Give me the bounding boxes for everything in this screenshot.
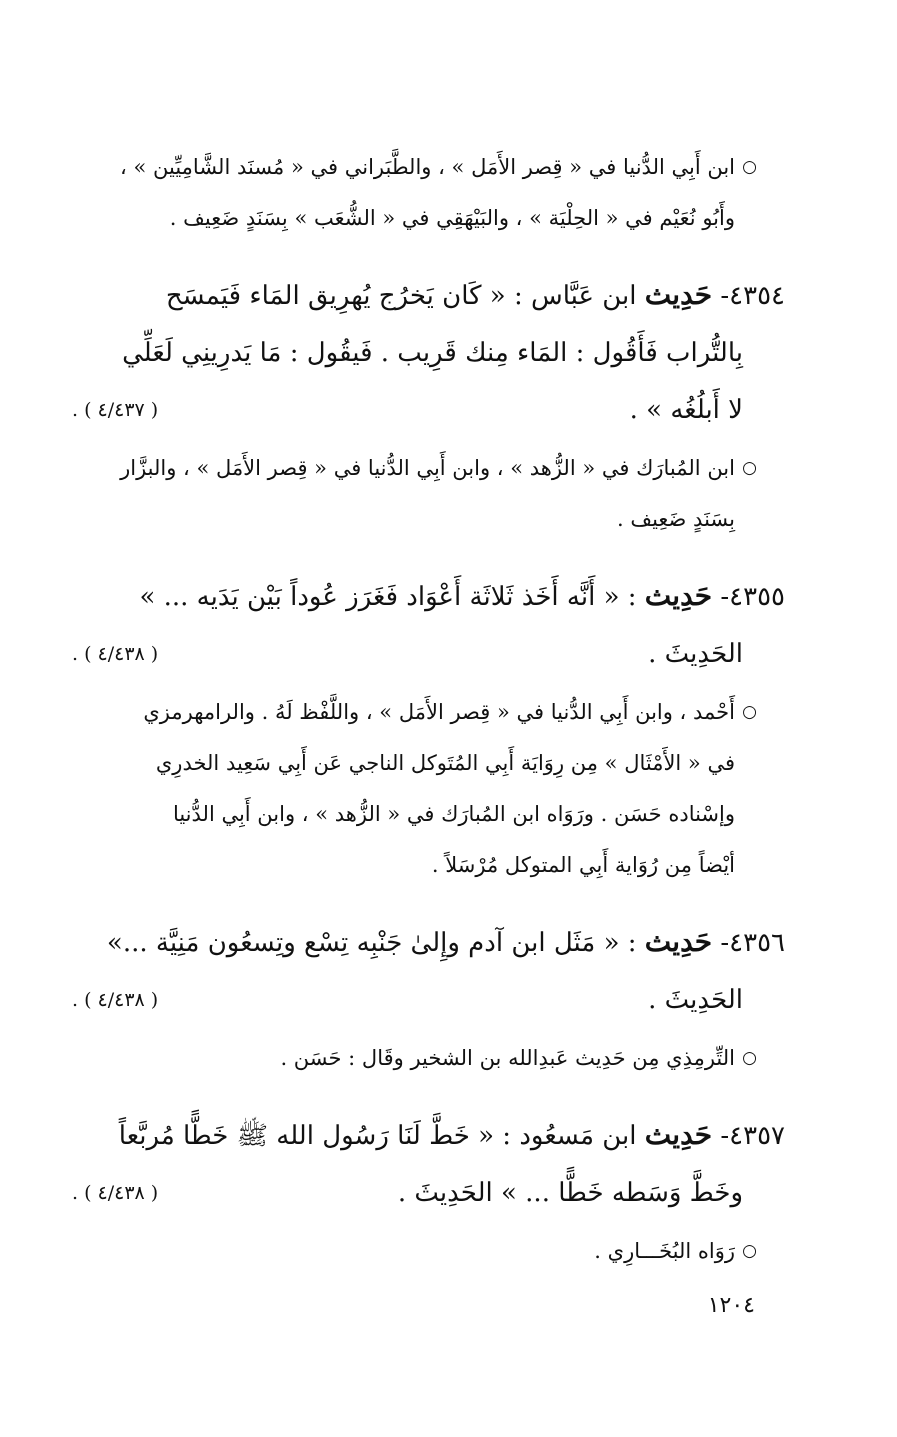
page-body — [60, 142, 785, 1277]
source-reference: ( ٤/٤٣٧ ) . — [72, 399, 159, 421]
source-reference: ( ٤/٤٣٨ ) . — [72, 1182, 159, 1204]
hadith-references — [60, 443, 785, 545]
hadith-line — [60, 382, 785, 439]
hadith-text: : « مَثَل ابن آدم وإِلىٰ جَنْبِه تِسْع وتِسعُون مَنِيَّة ...» — [106, 928, 637, 958]
hadith-line: بِالتُّراب فَأَقُول : المَاء مِنك قَرِيب . فَيقُول : مَا يَدرِينِي لَعَلِّي — [122, 338, 743, 368]
ref-line: ابن المُبارَك في « الزُّهد » ، وابن أَبِي الدُّنيا في « قِصر الأَمَل » ، والبزَّار — [120, 456, 735, 480]
hadith-text: وخَطَّ وَسَطه خَطًّا ... » الحَدِيثَ . — [397, 1178, 743, 1208]
hadith-line — [60, 266, 785, 325]
circle-bullet-icon: ○ — [742, 1048, 757, 1068]
hadith-keyword: حَدِيث — [644, 278, 713, 311]
hadith-number: ٤٣٥٥- — [720, 582, 785, 612]
hadith-keyword: حَدِيث — [644, 1118, 713, 1151]
intro-ref-line2: وأَبُو نُعَيْم في « الحِلْيَة » ، والبَيْهَقِي في « الشُّعَب » بِسَنَدٍ ضَعِيف . — [169, 206, 735, 230]
hadith-number: ٤٣٥٤- — [720, 281, 785, 311]
hadith-line — [60, 913, 785, 972]
hadith-entry-4354 — [60, 266, 785, 439]
source-reference: ( ٤/٤٣٨ ) . — [72, 643, 159, 665]
hadith-text: لا أَبلُغُه » . — [629, 395, 743, 425]
hadith-references — [60, 1033, 785, 1084]
hadith-text: الحَدِيثَ . — [648, 985, 743, 1015]
hadith-references — [60, 1226, 785, 1277]
hadith-text: ابن عَبَّاس : « كَان يَخرُج يُهرِيق المَاء فَيَمسَح — [165, 281, 637, 311]
ref-line: في « الأَمْثَال » مِن رِوَايَة أَبِي المُتَوكل الناجي عَن أَبِي سَعِيد الخدرِي — [155, 751, 735, 775]
hadith-line — [60, 626, 785, 683]
hadith-references — [60, 687, 785, 891]
hadith-entry-4357 — [60, 1106, 785, 1222]
intro-ref-line1: ابن أَبِي الدُّنيا في « قِصر الأَمَل » ، والطَّبَراني في « مُسنَد الشَّامِيِّين » ، — [120, 155, 735, 179]
ref-line: بِسَنَدٍ ضَعِيف . — [616, 507, 735, 531]
hadith-line — [60, 567, 785, 626]
circle-bullet-icon: ○ — [742, 702, 757, 722]
hadith-number: ٤٣٥٦- — [720, 928, 785, 958]
hadith-text: الحَدِيثَ . — [648, 639, 743, 669]
hadith-line — [60, 1165, 785, 1222]
hadith-number: ٤٣٥٧- — [720, 1121, 785, 1151]
hadith-text: ابن مَسعُود : « خَطَّ لَنَا رَسُول الله ﷺ خَطًّا مُربَّعاً — [118, 1121, 637, 1151]
circle-bullet-icon: ○ — [742, 1241, 757, 1261]
ref-line: رَوَاه البُخَـــارِي . — [594, 1239, 735, 1263]
hadith-keyword: حَدِيث — [644, 925, 713, 958]
ref-line: أَحْمد ، وابن أَبِي الدُّنيا في « قِصر الأَمَل » ، واللَّفْظ لَهُ . والرامهرمزي — [143, 700, 735, 724]
circle-bullet-icon: ○ — [742, 157, 757, 177]
hadith-entry-4356 — [60, 913, 785, 1029]
hadith-line — [60, 972, 785, 1029]
hadith-text: : « أَنَّه أَخَذ ثَلاثَة أَعْوَاد فَغَرَز عُوداً بَيْن يَدَيه ... » — [139, 582, 637, 612]
ref-line: وإسْناده حَسَن . ورَوَاه ابن المُبارَك في « الزُّهد » ، وابن أَبِي الدُّنيا — [172, 802, 735, 826]
page-number: ١٢٠٤ — [707, 1293, 755, 1318]
hadith-keyword: حَدِيث — [644, 579, 713, 612]
ref-line: التِّرمِذِي مِن حَدِيث عَبدِالله بن الشخير وقَال : حَسَن . — [280, 1046, 735, 1070]
hadith-line — [60, 1106, 785, 1165]
hadith-entry-4355 — [60, 567, 785, 683]
ref-line: أيْضاً مِن رُوَاية أَبِي المتوكل مُرْسَلاً . — [431, 853, 735, 877]
intro-reference — [60, 142, 785, 244]
source-reference: ( ٤/٤٣٨ ) . — [72, 989, 159, 1011]
circle-bullet-icon: ○ — [742, 458, 757, 478]
